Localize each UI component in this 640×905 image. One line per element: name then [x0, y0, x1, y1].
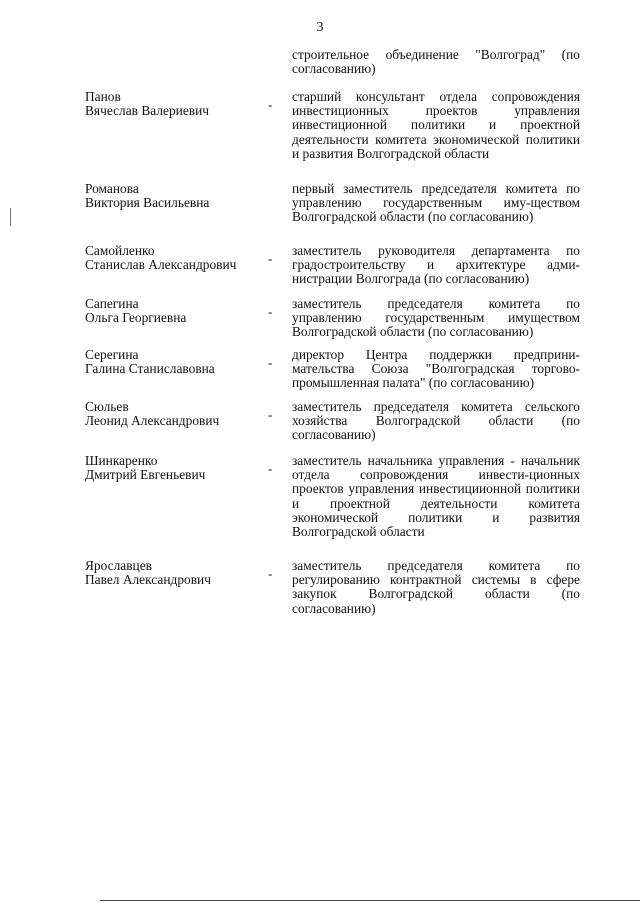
member-name: [85, 454, 265, 482]
scan-bottom-edge: [100, 900, 640, 901]
member-surname: Шинкаренко: [85, 453, 158, 468]
member-role: заместитель председателя комитета по регулированию контрактной системы в сфере закупок Волгоградской области (по согласованию): [292, 558, 580, 616]
member-role: заместитель председателя комитета по управлению государственным имуществом Волгоградской области (по согласованию): [292, 296, 580, 340]
member-name: [85, 244, 265, 272]
member-surname: Панов: [85, 89, 121, 104]
member-name: [85, 182, 265, 210]
member-given-name: Станислав Александрович: [85, 257, 237, 273]
member-surname: Сапегина: [85, 296, 139, 311]
member-given-name: Вячеслав Валериевич: [85, 103, 209, 119]
member-surname: Сюльев: [85, 399, 129, 414]
member-role: заместитель начальника управления - начальник отдела сопровождения инвести-ционных проектов управления инвестициионной политики и проектной деятельности комитета экономической политики и развития Волгоградской области: [292, 453, 580, 540]
member-surname: Ярославцев: [85, 558, 152, 573]
scan-margin-mark: [10, 208, 11, 226]
member-name: [85, 297, 265, 325]
separator-dash: -: [268, 251, 273, 266]
member-given-name: Дмитрий Евгеньевич: [85, 467, 206, 483]
separator-dash: -: [268, 355, 273, 370]
separator-dash: -: [268, 407, 273, 422]
member-name: [85, 90, 265, 118]
page-number: 3: [316, 20, 324, 35]
member-given-name: Павел Александрович: [85, 572, 211, 588]
member-given-name: Ольга Георгиевна: [85, 310, 187, 326]
member-role: старший консультант отдела сопровождения инвестиционных проектов управления инвестиционной политики и проектной деятельности комитета экономической политики и развития Волгоградской области: [292, 89, 580, 161]
separator-dash: -: [268, 461, 273, 476]
member-surname: Самойленко: [85, 243, 155, 258]
member-role: заместитель председателя комитета сельского хозяйства Волгоградской области (по согласованию): [292, 399, 580, 443]
member-given-name: Леонид Александрович: [85, 413, 220, 429]
member-role: заместитель руководителя департамента по градостроительству и архитектуре адми-нистрации Волгограда (по согласованию): [292, 243, 580, 287]
continuation-text: строительное объединение "Волгоград" (по согласованию): [292, 47, 580, 77]
separator-dash: -: [268, 97, 273, 112]
member-name: [85, 400, 265, 428]
member-name: [85, 348, 265, 376]
separator-dash: -: [268, 566, 273, 581]
member-surname: Серегина: [85, 347, 139, 362]
member-role: первый заместитель председателя комитета по управлению государственным иму-ществом Волгоградской области (по согласованию): [292, 181, 580, 225]
member-name: [85, 559, 265, 587]
member-given-name: Галина Станиславовна: [85, 361, 215, 377]
member-role: директор Центра поддержки предприни-мательства Союза "Волгоградская торгово-промышленная палата" (по согласованию): [292, 347, 580, 391]
member-given-name: Виктория Васильевна: [85, 195, 210, 211]
separator-dash: -: [268, 304, 273, 319]
member-surname: Романова: [85, 181, 139, 196]
